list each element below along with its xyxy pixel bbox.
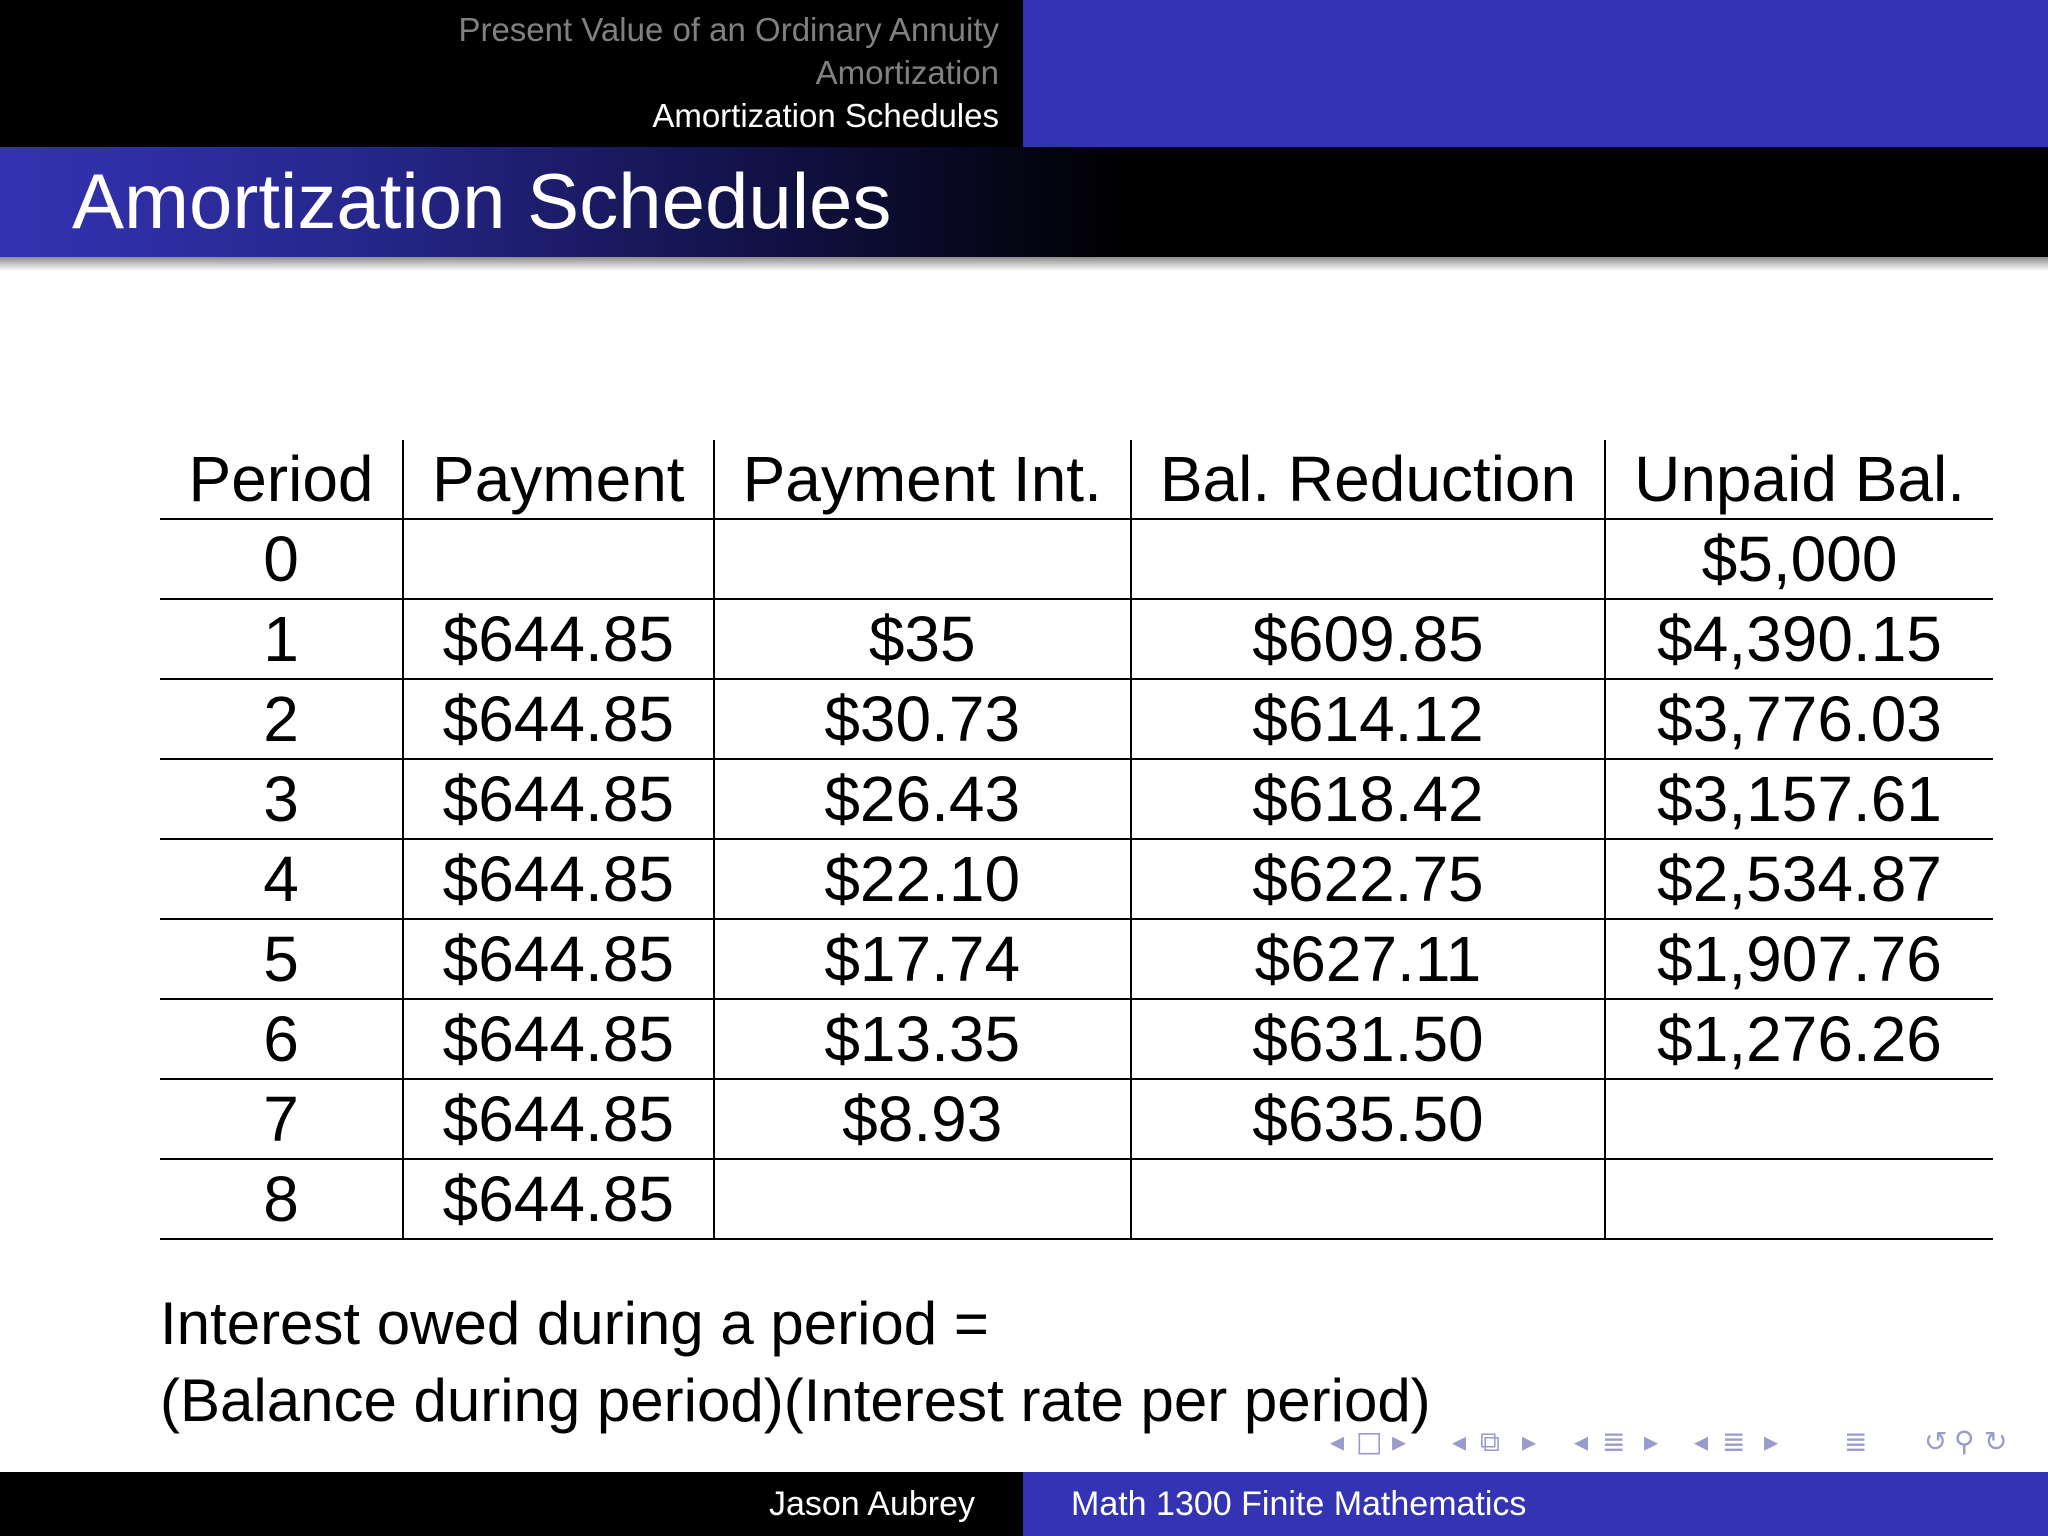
- title-bar-shadow: [0, 257, 2048, 271]
- balance-reduction-cell: $609.85: [1131, 599, 1605, 679]
- next-subsection-arrow-icon[interactable]: ▸: [1644, 1425, 1659, 1458]
- payment-interest-cell: $17.74: [714, 919, 1131, 999]
- period-cell: 6: [263, 1003, 299, 1075]
- period-cell: 2: [263, 683, 299, 755]
- header-nav-right-panel: [1023, 0, 2048, 147]
- footer: [0, 1472, 2048, 1536]
- frame-icon[interactable]: ⧉: [1480, 1425, 1500, 1458]
- formula-line-1: Interest owed during a period =: [160, 1290, 989, 1357]
- payment-interest-cell: $26.43: [714, 759, 1131, 839]
- header-navigation: [0, 0, 2048, 147]
- table-row: [160, 999, 1993, 1079]
- unpaid-balance-cell: $1,907.76: [1605, 919, 1993, 999]
- payment-cell: $644.85: [403, 1159, 714, 1239]
- payment-interest-cell: $35: [714, 599, 1131, 679]
- prev-section-arrow-icon[interactable]: ◂: [1694, 1425, 1709, 1458]
- table-row: [160, 1079, 1993, 1159]
- balance-reduction-cell: $622.75: [1131, 839, 1605, 919]
- period-cell: 7: [263, 1083, 299, 1155]
- column-header-balance-reduction: Bal. Reduction: [1131, 440, 1605, 519]
- payment-interest-cell: [714, 519, 1131, 599]
- period-cell: 1: [263, 603, 299, 675]
- unpaid-balance-cell: $3,157.61: [1605, 759, 1993, 839]
- period-cell: 3: [263, 763, 299, 835]
- unpaid-balance-cell: $2,534.87: [1605, 839, 1993, 919]
- unpaid-balance-cell: $4,390.15: [1605, 599, 1993, 679]
- payment-interest-cell: $22.10: [714, 839, 1131, 919]
- table-row: [160, 679, 1993, 759]
- document-icon[interactable]: ≣: [1844, 1425, 1868, 1458]
- footer-right-panel: [1023, 1472, 2048, 1536]
- table-row: [160, 839, 1993, 919]
- table-row: [160, 759, 1993, 839]
- payment-interest-cell: $30.73: [714, 679, 1131, 759]
- unpaid-balance-cell: $1,276.26: [1605, 999, 1993, 1079]
- payment-cell: $644.85: [403, 919, 714, 999]
- section-navigation-list: [458, 8, 999, 137]
- payment-cell: $644.85: [403, 999, 714, 1079]
- payment-cell: $644.85: [403, 1079, 714, 1159]
- footer-left-panel: [0, 1472, 1023, 1536]
- balance-reduction-cell: [1131, 1159, 1605, 1239]
- undo-icon[interactable]: ↺: [1924, 1425, 1948, 1458]
- period-cell: 5: [263, 923, 299, 995]
- interest-formula-note: [160, 1285, 1431, 1439]
- frame-title: Amortization Schedules: [72, 157, 892, 245]
- payment-cell: $644.85: [403, 839, 714, 919]
- search-icon[interactable]: ⚲: [1954, 1425, 1975, 1458]
- column-header-payment-interest: Payment Int.: [714, 440, 1131, 519]
- nav-item-amortization[interactable]: Amortization: [815, 54, 999, 91]
- payment-cell: $644.85: [403, 679, 714, 759]
- slide-icon[interactable]: □: [1356, 1425, 1383, 1458]
- balance-reduction-cell: $635.50: [1131, 1079, 1605, 1159]
- unpaid-balance-cell: $5,000: [1605, 519, 1993, 599]
- payment-cell: $644.85: [403, 759, 714, 839]
- unpaid-balance-cell: [1605, 1079, 1993, 1159]
- column-header-payment: Payment: [403, 440, 714, 519]
- column-header-unpaid-balance: Unpaid Bal.: [1605, 440, 1993, 519]
- prev-frame-arrow-icon[interactable]: ◂: [1452, 1425, 1467, 1458]
- subsection-icon[interactable]: ≣: [1602, 1425, 1626, 1458]
- section-icon[interactable]: ≣: [1722, 1425, 1746, 1458]
- balance-reduction-cell: [1131, 519, 1605, 599]
- balance-reduction-cell: $618.42: [1131, 759, 1605, 839]
- payment-interest-cell: $8.93: [714, 1079, 1131, 1159]
- table-row: [160, 519, 1993, 599]
- table-row: [160, 599, 1993, 679]
- period-cell: 4: [263, 843, 299, 915]
- formula-line-2: (Balance during period)(Interest rate per period): [160, 1367, 1431, 1434]
- prev-slide-arrow-icon[interactable]: ◂: [1330, 1425, 1345, 1458]
- table-header-row: [160, 440, 1993, 519]
- table-row: [160, 919, 1993, 999]
- next-section-arrow-icon[interactable]: ▸: [1764, 1425, 1779, 1458]
- unpaid-balance-cell: $3,776.03: [1605, 679, 1993, 759]
- redo-icon[interactable]: ↻: [1984, 1425, 2008, 1458]
- header-nav-left-panel: [0, 0, 1023, 147]
- next-slide-arrow-icon[interactable]: ▸: [1392, 1425, 1407, 1458]
- balance-reduction-cell: $631.50: [1131, 999, 1605, 1079]
- table-row: [160, 1159, 1993, 1239]
- column-header-period: Period: [188, 443, 374, 515]
- payment-interest-cell: [714, 1159, 1131, 1239]
- balance-reduction-cell: $614.12: [1131, 679, 1605, 759]
- footer-course-title: Math 1300 Finite Mathematics: [1071, 1485, 1527, 1523]
- nav-item-present-value[interactable]: Present Value of an Ordinary Annuity: [458, 11, 999, 48]
- footer-author: Jason Aubrey: [768, 1485, 975, 1523]
- payment-cell: $644.85: [403, 599, 714, 679]
- payment-interest-cell: $13.35: [714, 999, 1131, 1079]
- nav-item-amortization-schedules[interactable]: Amortization Schedules: [652, 97, 999, 134]
- payment-cell: [403, 519, 714, 599]
- period-cell: 8: [263, 1163, 299, 1235]
- balance-reduction-cell: $627.11: [1131, 919, 1605, 999]
- prev-subsection-arrow-icon[interactable]: ◂: [1574, 1425, 1589, 1458]
- next-frame-arrow-icon[interactable]: ▸: [1522, 1425, 1537, 1458]
- amortization-schedule-table: [160, 440, 1993, 1240]
- unpaid-balance-cell: [1605, 1159, 1993, 1239]
- period-cell: 0: [263, 523, 299, 595]
